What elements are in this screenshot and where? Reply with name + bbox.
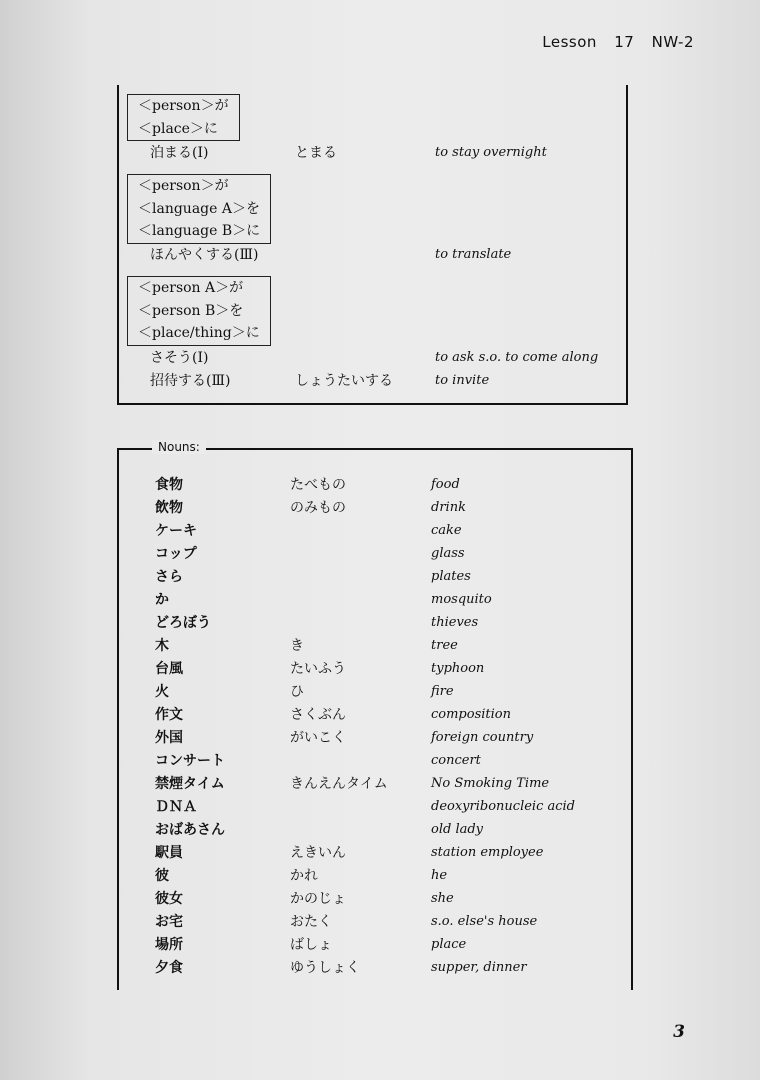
- noun-meaning: he: [431, 868, 448, 883]
- header-number: 17: [614, 33, 635, 51]
- noun-word: 禁煙タイム: [155, 776, 225, 792]
- verb-meaning: to stay overnight: [435, 145, 547, 160]
- noun-meaning: fire: [431, 684, 454, 699]
- noun-meaning: tree: [431, 638, 458, 653]
- particle-line: ＜person＞が: [138, 178, 229, 194]
- noun-reading: たいふう: [290, 661, 346, 677]
- noun-meaning: s.o. else's house: [431, 914, 538, 929]
- verb-kanji: 泊まる(Ⅰ): [150, 145, 209, 161]
- noun-word: おばあさん: [155, 822, 225, 838]
- verb-3-particles: [127, 276, 271, 346]
- noun-word: ケーキ: [155, 523, 197, 539]
- noun-reading: がいこく: [290, 730, 346, 746]
- noun-word: どろぼう: [155, 615, 211, 631]
- header-section: NW-2: [651, 33, 694, 51]
- particle-line: ＜person B＞を: [138, 302, 244, 319]
- noun-reading: ばしょ: [290, 937, 332, 953]
- noun-reading: のみもの: [290, 500, 346, 516]
- noun-reading: かれ: [290, 868, 318, 884]
- noun-word: か: [155, 592, 169, 608]
- particle-line: ＜language B＞に: [138, 223, 261, 240]
- noun-word: コップ: [155, 546, 197, 562]
- noun-reading: き: [290, 638, 304, 654]
- noun-reading: かのじょ: [290, 891, 346, 907]
- noun-meaning: food: [431, 477, 460, 492]
- verb-2-particles: [127, 174, 271, 244]
- noun-word: 台風: [155, 661, 183, 677]
- verb-1-particles: [127, 94, 240, 141]
- noun-word: 彼: [155, 868, 169, 884]
- noun-reading: きんえんタイム: [290, 776, 388, 792]
- noun-word: コンサート: [155, 753, 225, 769]
- noun-meaning: mosquito: [431, 592, 492, 607]
- noun-word: 食物: [155, 477, 183, 493]
- noun-meaning: deoxyribonucleic acid: [431, 799, 575, 814]
- noun-word: 駅員: [155, 845, 183, 861]
- particle-line: ＜place＞に: [138, 120, 218, 137]
- noun-meaning: drink: [431, 500, 466, 515]
- particle-line: ＜person A＞が: [138, 280, 244, 296]
- verb-reading: とまる: [295, 145, 337, 161]
- noun-word: 作文: [155, 707, 183, 723]
- noun-word: 彼女: [155, 891, 183, 907]
- noun-word: 木: [155, 638, 169, 654]
- noun-reading: ゆうしょく: [290, 960, 360, 976]
- noun-word: さら: [155, 569, 183, 585]
- noun-word: 夕食: [155, 960, 183, 976]
- particle-line: ＜person＞が: [138, 98, 229, 114]
- noun-reading: えきいん: [290, 845, 346, 861]
- noun-meaning: cake: [431, 523, 462, 538]
- verb-kanji: ほんやくする(Ⅲ): [150, 247, 259, 263]
- noun-meaning: plates: [431, 569, 471, 584]
- noun-meaning: glass: [431, 546, 465, 561]
- noun-reading: おたく: [290, 914, 332, 930]
- page-number: 3: [673, 1022, 685, 1042]
- verb-meaning: to ask s.o. to come along: [435, 350, 599, 365]
- noun-meaning: composition: [431, 707, 511, 722]
- verb-kanji: 招待する(Ⅲ): [150, 373, 231, 389]
- noun-meaning: place: [431, 937, 467, 952]
- verb-reading: しょうたいする: [295, 373, 393, 389]
- noun-reading: たべもの: [290, 477, 346, 493]
- noun-word: ＤＮＡ: [155, 799, 197, 815]
- noun-meaning: foreign country: [431, 730, 534, 745]
- noun-reading: さくぶん: [290, 707, 346, 723]
- noun-meaning: old lady: [431, 822, 484, 837]
- noun-reading: ひ: [290, 684, 304, 700]
- noun-meaning: supper, dinner: [431, 960, 527, 975]
- verb-meaning: to translate: [435, 247, 512, 262]
- noun-meaning: No Smoking Time: [431, 776, 550, 791]
- nouns-label: Nouns:: [152, 440, 206, 454]
- noun-meaning: thieves: [431, 615, 479, 630]
- verb-meaning: to invite: [435, 373, 490, 388]
- particle-line: ＜place/thing＞に: [138, 325, 260, 342]
- noun-word: 飲物: [155, 500, 183, 516]
- verb-kanji: さそう(Ⅰ): [150, 350, 209, 366]
- header-lesson: Lesson: [542, 33, 597, 51]
- noun-meaning: she: [431, 891, 454, 906]
- page-header: [530, 33, 694, 51]
- noun-word: 外国: [155, 730, 183, 746]
- noun-meaning: station employee: [431, 845, 544, 860]
- noun-word: 火: [155, 684, 169, 700]
- noun-word: 場所: [155, 937, 183, 953]
- particle-line: ＜language A＞を: [138, 200, 260, 217]
- noun-meaning: typhoon: [431, 661, 485, 676]
- noun-meaning: concert: [431, 753, 481, 768]
- noun-word: お宅: [155, 914, 183, 930]
